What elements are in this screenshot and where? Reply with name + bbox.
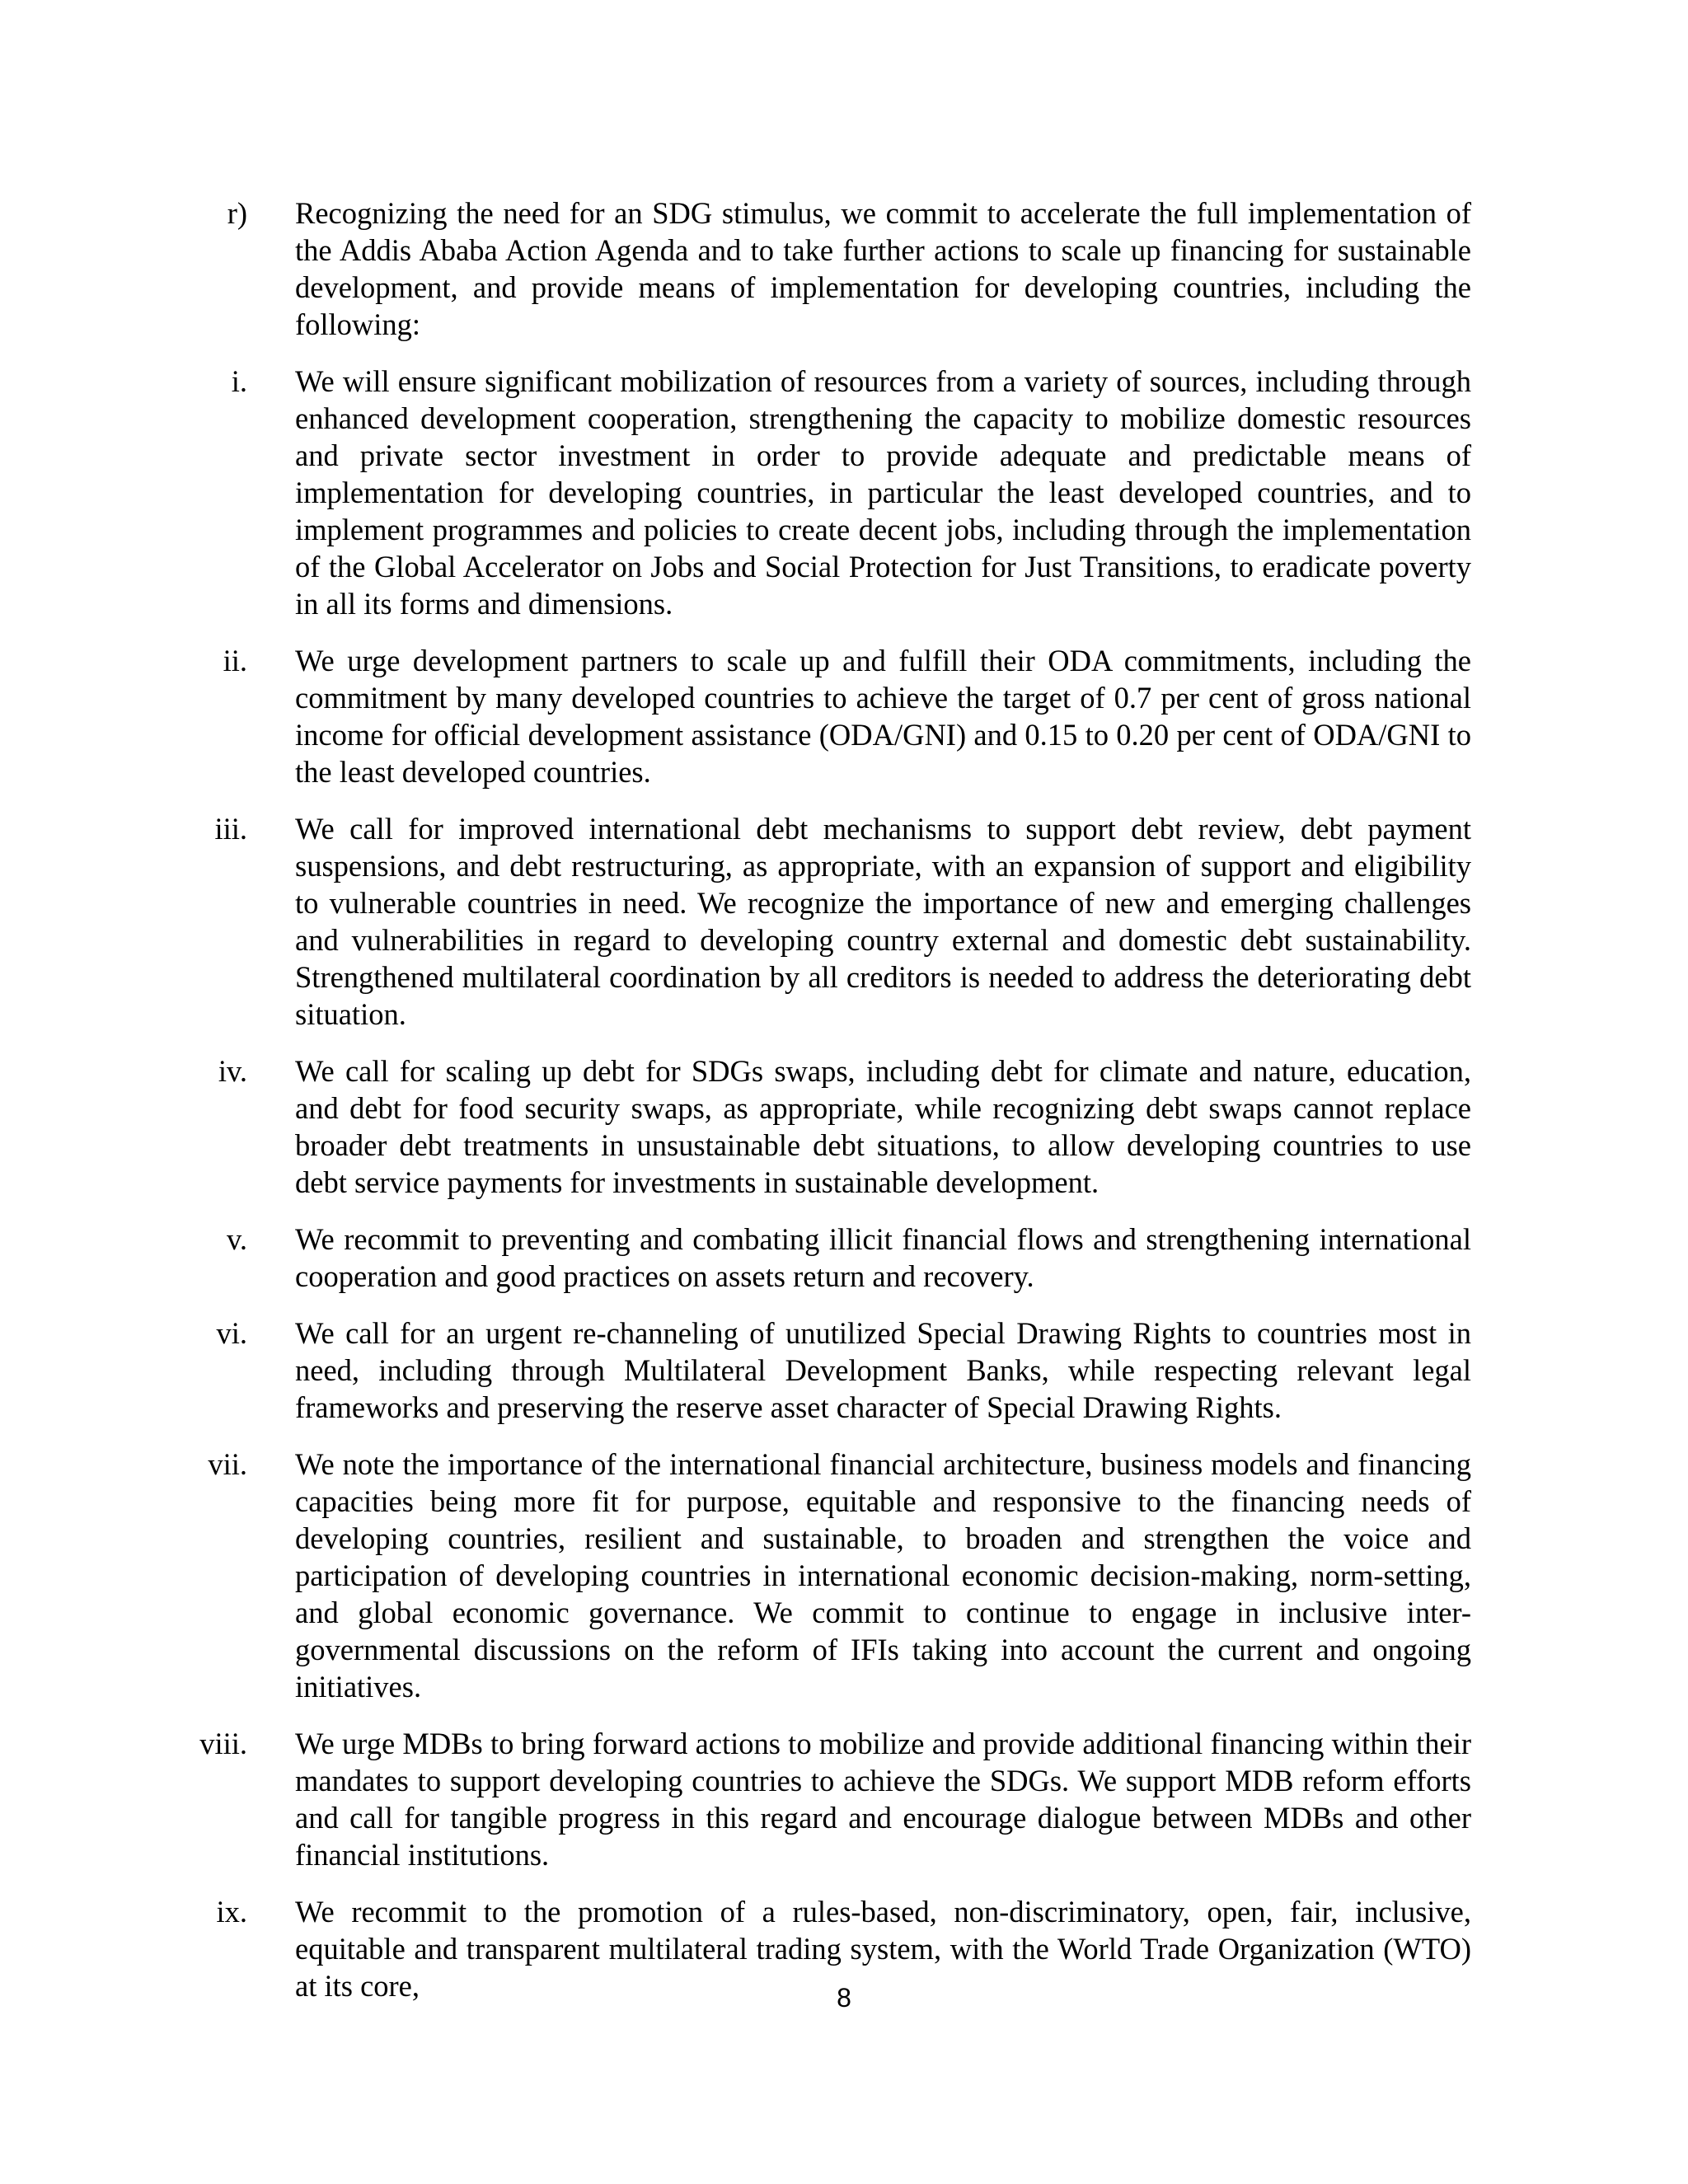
commitment-list: [0, 194, 1688, 2024]
list-item-vii: [0, 1446, 1688, 1705]
list-item-text: We call for improved international debt mechanisms to support debt review, debt payment suspensions, and debt restructuring, as appropriate, with an expansion of support and eligibility to vulnerable countries in need. We recognize the importance of new and emerging challenges and vulnerabilities in regard to developing country external and domestic debt sustainability. Strengthened multilateral coordination by all creditors is needed to address the deteriorating debt situation.: [295, 812, 1471, 1031]
list-item-viii: [0, 1725, 1688, 1873]
list-item-v: [0, 1221, 1688, 1295]
list-item-text: Recognizing the need for an SDG stimulus, we commit to accelerate the full implementation of the Addis Ababa Action Agenda and to take further actions to scale up financing for sustainable development, and provide means of implementation for developing countries, including the following:: [295, 196, 1471, 341]
list-item-text: We call for scaling up debt for SDGs swaps, including debt for climate and nature, education, and debt for food security swaps, as appropriate, while recognizing debt swaps cannot replace broader debt treatments in unsustainable debt situations, to allow developing countries to use debt service payments for investments in sustainable development.: [295, 1054, 1471, 1199]
list-item-text: We urge MDBs to bring forward actions to mobilize and provide additional financing within their mandates to support developing countries to achieve the SDGs. We support MDB reform efforts and call for tangible progress in this regard and encourage dialogue between MDBs and other financial institutions.: [295, 1727, 1471, 1872]
list-marker: iii.: [214, 812, 247, 846]
list-item-text: We urge development partners to scale up and fulfill their ODA commitments, including the commitment by many developed countries to achieve the target of 0.7 per cent of gross national income for official development assistance (ODA/GNI) and 0.15 to 0.20 per cent of ODA/GNI to the least developed countries.: [295, 644, 1471, 789]
page-number: 8: [837, 1983, 851, 2013]
list-item-iv: [0, 1052, 1688, 1201]
list-item-text: We recommit to the promotion of a rules-based, non-discriminatory, open, fair, inclusive, equitable and transparent multilateral trading system, with the World Trade Organization (WTO) at its core,: [295, 1895, 1471, 2003]
list-marker: i.: [231, 364, 247, 398]
list-marker: vi.: [216, 1316, 247, 1350]
list-item-r: [0, 194, 1688, 343]
list-item-iii: [0, 810, 1688, 1033]
list-item-text: We call for an urgent re-channeling of unutilized Special Drawing Rights to countries most in need, including through Multilateral Development Banks, while respecting relevant legal frameworks and preserving the reserve asset character of Special Drawing Rights.: [295, 1316, 1471, 1424]
list-item-ii: [0, 642, 1688, 790]
list-item-text: We will ensure significant mobilization of resources from a variety of sources, including through enhanced development cooperation, strengthening the capacity to mobilize domestic resources and private sector investment in order to provide adequate and predictable means of implementation for developing countries, in particular the least developed countries, and to implement programmes and policies to create decent jobs, including through the implementation of the Global Accelerator on Jobs and Social Protection for Just Transitions, to eradicate poverty in all its forms and dimensions.: [295, 364, 1471, 621]
list-item-text: We note the importance of the international financial architecture, business models and financing capacities being more fit for purpose, equitable and responsive to the financing needs of developing countries, resilient and sustainable, to broaden and strengthen the voice and participation of developing countries in international economic decision-making, norm-setting, and global economic governance. We commit to continue to engage in inclusive inter-governmental discussions on the reform of IFIs taking into account the current and ongoing initiatives.: [295, 1447, 1471, 1704]
list-marker: v.: [226, 1222, 247, 1256]
list-marker: vii.: [208, 1447, 247, 1481]
list-marker: r): [227, 196, 247, 230]
list-item-text: We recommit to preventing and combating illicit financial flows and strengthening international cooperation and good practices on assets return and recovery.: [295, 1222, 1471, 1293]
list-marker: ix.: [216, 1895, 247, 1929]
list-marker: ii.: [223, 644, 247, 677]
list-item-vi: [0, 1315, 1688, 1426]
list-marker: iv.: [218, 1054, 247, 1088]
list-marker: viii.: [199, 1727, 247, 1760]
list-item-i: [0, 363, 1688, 622]
